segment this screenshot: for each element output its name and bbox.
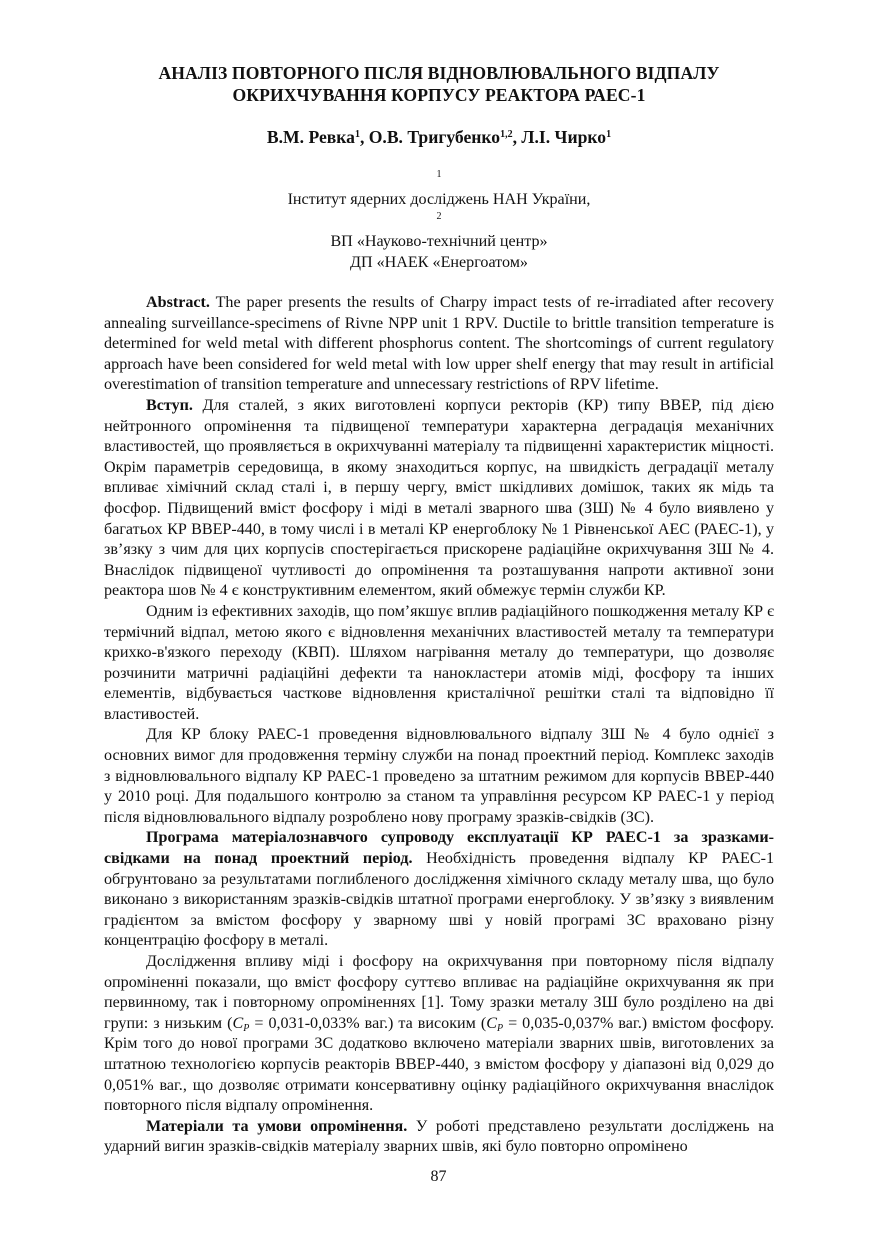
materials-paragraph (104, 1117, 774, 1158)
paper-page (104, 62, 774, 1158)
cp-subscript: P (243, 1022, 250, 1034)
intro-label: Вступ. (146, 396, 193, 414)
affiliation-1-marker: 1 (436, 169, 442, 180)
cp-symbol (486, 1015, 503, 1032)
author-list (104, 126, 774, 148)
author-chyrko-affil: 1 (606, 129, 612, 140)
abstract-paragraph (104, 293, 774, 396)
affiliation-2-marker: 2 (436, 211, 442, 222)
author-separator: , (512, 127, 522, 147)
author-chyrko: Л.І. Чирко (521, 127, 607, 147)
page-number: 87 (430, 1168, 447, 1185)
author-separator: , (359, 127, 369, 147)
affiliation-1: Інститут ядерних досліджень НАН України, (287, 191, 591, 208)
author-tryhubenko-affil: 1,2 (500, 129, 513, 140)
cp-letter: C (486, 1014, 497, 1032)
affiliation-line-2: ДП «НАЕК «Енергоатом» (350, 254, 528, 271)
title-line-2: ОКРИХЧУВАННЯ КОРПУСУ РЕАКТОРА РАЕС-1 (232, 85, 646, 105)
paper-title (104, 62, 774, 106)
author-revka: В.М. Ревка (266, 127, 355, 147)
materials-heading: Матеріали та умови опромінення. (146, 1117, 408, 1135)
author-revka-affil: 1 (354, 129, 360, 140)
surveillance-program-paragraph (104, 828, 774, 952)
intro-paragraph (104, 396, 774, 602)
cp-letter: C (232, 1014, 244, 1032)
annealing-paragraph: Одним із ефективних заходів, що пом’якшує вплив радіаційного пошкодження металу КР є термічний відпал, метою якого є відновлення механічних властивостей металу та температури крихко-в'язкого переходу (КВП). Шляхом нагрівання металу до температури, що дозволяє розчинити матричні радіаційні дефекти та нанокластери атомів міді, фосфору та інших елементів, відбувається часткове відновлення кристалічної решітки сталі та відповідно її властивостей. (104, 602, 774, 723)
phosphorus-text-2: = 0,031-0,033% ваг.) та високим ( (249, 1014, 487, 1032)
materials-text: У роботі представлено результати досліджень на ударний вигин зразків-свідків матеріалу зварних швів, які було повторно опромінено (104, 1117, 774, 1156)
phosphorus-text-1: Дослідження впливу міді і фосфору на окрихчування при повторному після відпалу опроміненні показали, що вміст фосфору суттєво впливає на радіаційне окрихчування як при первинному, так і повторному опроміненнях [1]. Тому зразки металу ЗШ було розділено на дві групи: з низьким ( (104, 953, 774, 1032)
surveillance-program-text: Необхідність проведення відпалу КР РАЕС-1 обгрунтовано за результатами поглибленого дослідження хімічного складу металу шва, що було виконано з використанням зразків-свідків штатної програми енергоблоку. У зв’язку з виявленим градієнтом за вмістом фосфору у зварному шві у новій програмі ЗС враховано різну концентрацію фосфору в металі. (104, 850, 774, 950)
affiliation-2: ВП «Науково-технічний центр» (330, 233, 548, 250)
intro-text: Для сталей, з яких виготовлені корпуси ректорів (КР) типу ВВЕР, під дією нейтронного опромінення та підвищеної температури характерна деградація механічних властивостей, що проявляється в окрихчуванні матеріалу та підвищенні характеристик міцності. Окрім параметрів середовища, в якому знаходиться корпус, на швидкість деградації металу впливає хімічний склад сталі і, в першу чергу, вміст шкідливих домішок, таких як мідь та фосфор. Підвищений вміст фосфору і міді в металі зварного шва (ЗШ) № 4 було виявлено у багатьох КР ВВЕР-440, в тому числі і в металі КР енергоблоку № 1 Рівненської АЕС (РАЕС-1), у зв’язку з чим для цих корпусів спостерігається прискорене радіаційне окрихчування ЗШ № 4. Внаслідок підвищеної чутливості до опромінення та розташування напроти активної зони реактора шов № 4 є конструктивним елементом, який обмежує термін служби КР. (104, 396, 774, 600)
rnpp-annealing-paragraph: Для КР блоку РАЕС-1 проведення відновлювального відпалу ЗШ № 4 було однієї з основних вимог для продовження терміну служби на понад проектний період. Комплекс заходів з відновлювального відпалу КР РАЕС-1 проведено за штатним режимом для корпусів ВВЕР-440 у 2010 році. Для подальшого контролю за станом та управління ресурсом КР РАЕС-1 у період після відновлювального відпалу розроблено нову програму зразків-свідків (ЗС). (104, 726, 774, 826)
cp-symbol (233, 1015, 250, 1032)
abstract-text: The paper presents the results of Charpy impact tests of re-irradiated after recovery annealing surveillance-specimens of Rivne NPP unit 1 RPV. Ductile to brittle transition temperature is determined for weld metal with different phosphorus content. The shortcomings of current regulatory approach have been considered for weld metal with low upper shelf energy that may result in artificial overestimation of transition temperature and unnecessary restrictions of RPV lifetime. (104, 294, 774, 394)
paper-body (104, 293, 774, 1158)
surveillance-program-heading: Програма матеріалознавчого супроводу експлуатації КР РАЕС-1 за зразками-свідками на понад проектний період. (104, 829, 774, 868)
cp-subscript: P (496, 1022, 504, 1034)
phosphorus-text-3: = 0,035-0,037% ваг.) вмістом фосфору. Крім того до нової програми ЗС додатково включено матеріали зварних швів, виготовлених за штатною технологією корпусів реакторів ВВЕР-440, з вмістом фосфору у діапазоні від 0,029 до 0,051% ваг., що дозволяє отримати консервативну оцінку радіаційного окрихчування внаслідок повторного після відпалу опромінення. (104, 1014, 774, 1115)
abstract-label: Abstract. (146, 294, 210, 311)
affiliations (104, 168, 774, 273)
author-tryhubenko: О.В. Тригубенко (368, 127, 501, 147)
phosphorus-paragraph (104, 952, 774, 1117)
affiliation-line-1 (104, 168, 774, 252)
title-line-1: АНАЛІЗ ПОВТОРНОГО ПІСЛЯ ВІДНОВЛЮВАЛЬНОГО ВІДПАЛУ (158, 63, 720, 83)
